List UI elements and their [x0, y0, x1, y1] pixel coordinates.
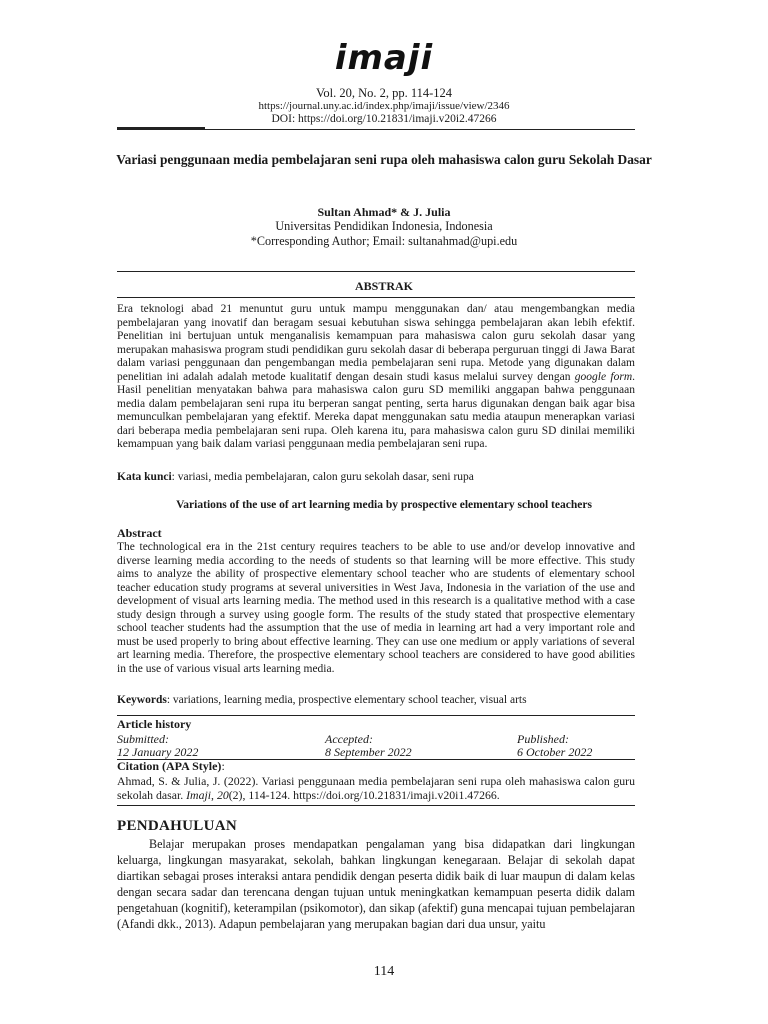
citation-separator: , [211, 788, 217, 802]
citation-label-suffix: : [221, 759, 225, 773]
abstrak-heading: ABSTRAK [354, 279, 413, 293]
published-label: Published: [517, 732, 569, 746]
header-rule-accent [117, 127, 205, 130]
abstrak-text [117, 303, 635, 452]
submitted-date: 12 January 2022 [117, 745, 199, 759]
issue-url[interactable]: https://journal.uny.ac.id/index.php/imaji/issue/view/2346 [258, 100, 510, 112]
abstract-label: Abstract [117, 526, 162, 540]
abstrak-text-part: Era teknologi abad 21 menuntut guru untuk mampu menggunakan dan/ atau mengembangkan media pembelajaran yang inovatif dan beragam sesuai kebutuhan siswa sehingga pembelajaran akan lebih efektif. Penelitian ini bertujuan untuk menganalisis kemampuan para mahasiswa calon guru sekolah dasar yang merupakan mahasiswa program studi pendidikan guru sekolah dasar di beberapa perguruan tinggi di Jawa Barat dalam variasi penggunaan dan pengembangan media pembelajaran seni rupa. Metode yang digunakan dalam penelitian ini adalah adalah metode kualitatif dengan desain studi kasus melalui survey dengan [117, 303, 635, 383]
history-label: Article history [117, 717, 192, 731]
accepted-label: Accepted: [325, 732, 373, 746]
article-title: Variasi penggunaan media pembelajaran seni rupa oleh mahasiswa calon guru Sekolah Dasar [116, 152, 652, 167]
accepted-date: 8 September 2022 [325, 745, 412, 759]
volume-line: Vol. 20, No. 2, pp. 114-124 [315, 86, 453, 100]
section-heading: PENDAHULUAN [117, 818, 237, 834]
kata-kunci-label: Kata kunci [117, 471, 172, 483]
citation-bottom-rule [117, 805, 635, 806]
authors: Sultan Ahmad* & J. Julia [317, 205, 451, 219]
citation-label-text: Citation (APA Style) [117, 759, 222, 773]
keywords [117, 693, 635, 707]
corresponding-author: *Corresponding Author; Email: sultanahmad@upi.edu [250, 234, 518, 248]
published-date: 6 October 2022 [517, 745, 593, 759]
submitted-label: Submitted: [117, 732, 169, 746]
abstract-text: The technological era in the 21st century requires teachers to be able to use and/or develop innovative and diverse learning media according to the needs of students so that learning will be more effective. This study aims to analyze the ability of prospective elementary school teacher who are students of elementary school teacher education study programs at several universities in West Java, Indonesia in the variation of the use and development of visual arts learning media. The method used in this research is a qualitative method with a case study design through a survey using google form. The results of the study stated that prospective elementary school teacher students had the assumption that the use of media in learning art had a very important role and must be used properly to bring about effective learning. They can use one medium or apply variations of several art learning media. Therefore, the prospective elementary school teachers are considered to have good abilities in the use of various visual arts learning media. [117, 541, 635, 675]
keywords-label: Keywords [117, 694, 167, 706]
page-number: 114 [373, 964, 395, 979]
citation-text-part: (2), 114-124. https://doi.org/10.21831/imaji.v20i1.47266. [228, 788, 500, 802]
doi-line[interactable]: DOI: https://doi.org/10.21831/imaji.v20i2.47266 [271, 113, 497, 125]
citation-volume: 20 [216, 788, 229, 802]
abstrak-italic-term: google form [574, 370, 633, 383]
abstrak-top-rule [117, 271, 635, 272]
citation-label [117, 759, 225, 774]
abstrak-bottom-rule [117, 297, 635, 298]
keywords-value: : variations, learning media, prospective elementary school teacher, visual arts [166, 694, 527, 706]
history-top-rule [117, 715, 635, 716]
citation-journal: Imaji [186, 788, 212, 802]
english-title: Variations of the use of art learning media by prospective elementary school teachers [176, 499, 592, 511]
abstrak-text-part: . Hasil penelitian menyatakan bahwa para mahasiswa calon guru SD memiliki anggapan bahwa penggunaan media dalam pembelajaran seni rupa itu berperan sangat penting, serta harus digunakan dengan baik agar bisa memunculkan pembelajaran yang efektif. Mereka dapat menggunakan satu media ataupun menerapkan variasi dari beberapa media pembelajaran seni rupa. Oleh karena itu, para mahasiswa calon guru SD dinilai memiliki kemampuan yang baik dalam variasi penggunaan media pembelajaran seni rupa. [117, 370, 635, 450]
affiliation: Universitas Pendidikan Indonesia, Indonesia [275, 219, 493, 233]
citation-text-part: Ahmad, S. & Julia, J. (2022). Variasi penggunaan media pembelajaran seni rupa oleh mahasiswa calon guru sekolah dasar. [117, 774, 635, 802]
kata-kunci-value: : variasi, media pembelajaran, calon guru sekolah dasar, seni rupa [171, 471, 474, 483]
citation-text [117, 774, 635, 802]
kata-kunci [117, 470, 635, 484]
journal-logo: imaji [334, 38, 434, 78]
intro-paragraph: Belajar merupakan proses mendapatkan pengalaman yang bisa didapatkan dari lingkungan keluarga, lingkungan masyarakat, sekolah, bahkan lingkungan kenegaraan. Belajar di sekolah dapat diartikan sebagai proses interaksi antara pendidik dengan peserta didik baik di luar maupun di dalam kelas dengan secara sadar dan terencana dengan tujuan untuk meningkatkan kemampuan peserta didik dalam pengetahuan (kognitif), keterampilan (psikomotor), dan sikap (afektif) guna mencapai tujuan pembelajaran (Afandi dkk., 2013). Adapun pembelajaran yang merupakan bagian dari dua unsur, yaitu [117, 837, 635, 931]
